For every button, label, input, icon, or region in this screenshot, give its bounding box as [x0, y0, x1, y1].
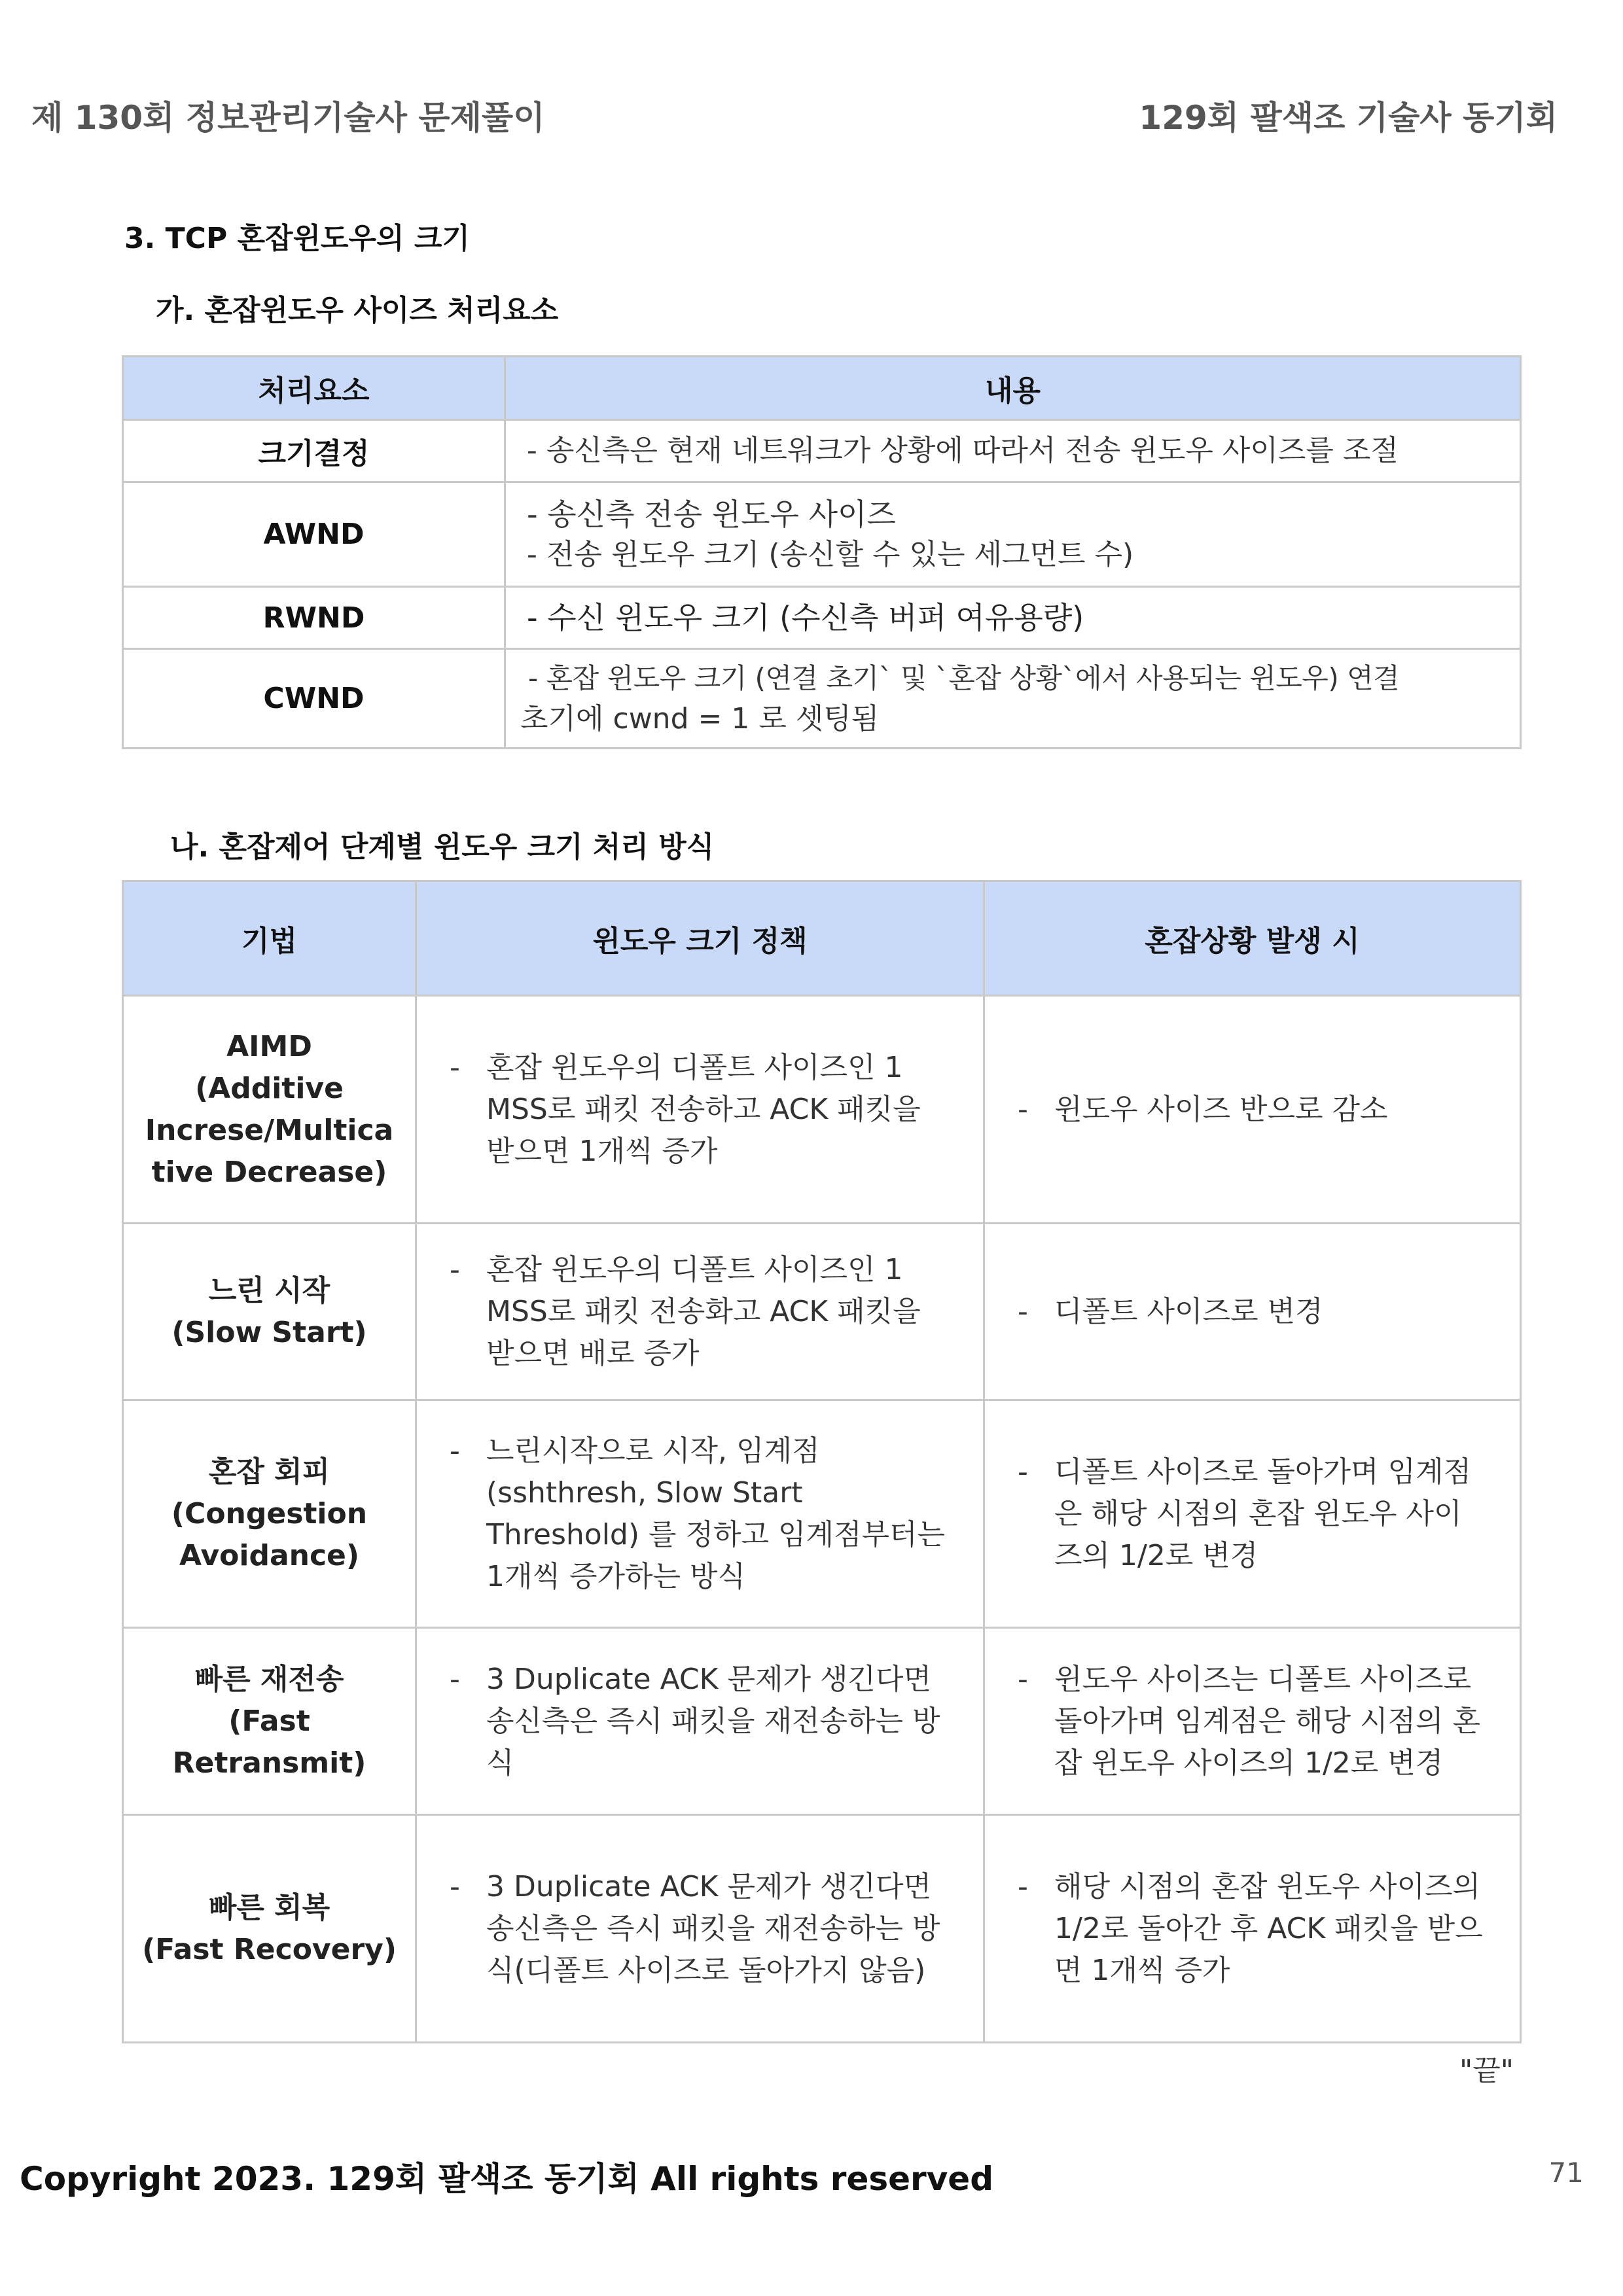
element-description [505, 420, 1521, 482]
table-row [123, 1224, 1521, 1400]
description-line: - 송신측 전송 윈도우 사이즈 [527, 496, 896, 532]
method-line: AIMD [226, 1029, 312, 1063]
table-row [123, 1400, 1521, 1628]
element-description [505, 482, 1521, 587]
window-policy: - 혼잡 윈도우의 디폴트 사이즈인 1 MSS로 패킷 전송화고 ACK 패킷을 받으면 배로 증가 [416, 1224, 984, 1400]
description-line: - 송신측은 현재 네트워크가 상황에 따라서 전송 윈도우 사이즈를 조절 [527, 434, 1399, 467]
element-name: CWND [123, 649, 505, 749]
table-row [123, 482, 1521, 587]
table-row [123, 420, 1521, 482]
policy-text: 3 Duplicate ACK 문제가 생긴다면 송신측은 즉시 패킷을 재전송하는 방식 [486, 1662, 940, 1780]
method-line: tive Decrease) [151, 1155, 387, 1189]
table-row [123, 649, 1521, 749]
congestion-text: 윈도우 사이즈는 디폴트 사이즈로 돌아가며 임계점은 해당 시점의 혼잡 윈도우 사이즈의 1/2로 변경 [1054, 1662, 1480, 1780]
method-line: (Additive [195, 1071, 344, 1105]
method-name [123, 1815, 416, 2043]
window-policy: - 느린시작으로 시작, 임계점 (sshthresh, Slow Start Threshold) 를 정하고 임계점부터는 1개씩 증가하는 방식 [416, 1400, 984, 1628]
method-line: Increse/Multica [145, 1113, 394, 1147]
window-policy: - 3 Duplicate ACK 문제가 생긴다면 송신측은 즉시 패킷을 재전송하는 방식(디폴트 사이즈로 돌아가지 않음) [416, 1815, 984, 2043]
element-name: AWND [123, 482, 505, 587]
page-number: 71 [1548, 2157, 1584, 2189]
congestion-action: - 디폴트 사이즈로 돌아가며 임계점은 해당 시점의 혼잡 윈도우 사이즈의 1/2로 변경 [984, 1400, 1521, 1628]
element-name: 크기결정 [123, 420, 505, 482]
table-row [123, 996, 1521, 1224]
subsection-b-title: 나. 혼잡제어 단계별 윈도우 크기 처리 방식 [170, 830, 715, 864]
method-line: (Congestion [171, 1496, 368, 1530]
table-header-row [123, 357, 1521, 420]
description-line: 초기에 cwnd = 1 로 셋팅됨 [520, 701, 880, 735]
congestion-text: 디폴트 사이즈로 돌아가며 임계점은 해당 시점의 혼잡 윈도우 사이즈의 1/2로 변경 [1054, 1455, 1472, 1572]
copyright-text: Copyright 2023. 129회 팔색조 동기회 All rights reserved [20, 2160, 994, 2198]
processing-elements-table [122, 355, 1522, 749]
method-line: 빠른 회복 [208, 1890, 330, 1924]
description-line: - 혼잡 윈도우 크기 (연결 초기` 및 `혼잡 상황`에서 사용되는 윈도우) 연결 [528, 662, 1400, 694]
element-name: RWND [123, 587, 505, 649]
method-line: (Fast [228, 1704, 310, 1738]
method-line: 혼잡 회피 [208, 1455, 330, 1489]
description-line: - 수신 윈도우 크기 (수신측 버퍼 여유용량) [527, 600, 1084, 635]
element-description [505, 587, 1521, 649]
section-title: 3. TCP 혼잡윈도우의 크기 [124, 222, 470, 255]
congestion-action: - 해당 시점의 혼잡 윈도우 사이즈의 1/2로 돌아간 후 ACK 패킷을 받으면 1개씩 증가 [984, 1815, 1521, 2043]
method-line: (Fast Recovery) [142, 1932, 397, 1966]
congestion-action: - 윈도우 사이즈 반으로 감소 [984, 996, 1521, 1224]
method-line: 빠른 재전송 [194, 1662, 344, 1696]
table-row [123, 1628, 1521, 1815]
method-name [123, 1224, 416, 1400]
congestion-action: - 디폴트 사이즈로 변경 [984, 1224, 1521, 1400]
element-description [505, 649, 1521, 749]
header-right-title: 129회 팔색조 기술사 동기회 [1139, 99, 1558, 137]
policy-text: 느린시작으로 시작, 임계점 (sshthresh, Slow Start Threshold) 를 정하고 임계점부터는 1개씩 증가하는 방식 [486, 1434, 946, 1593]
column-header: 혼잡상황 발생 시 [984, 881, 1521, 996]
column-header: 처리요소 [123, 357, 505, 420]
congestion-control-table [122, 880, 1522, 2043]
congestion-text: 윈도우 사이즈 반으로 감소 [1054, 1092, 1388, 1126]
column-header: 윈도우 크기 정책 [416, 881, 984, 996]
method-name [123, 1628, 416, 1815]
subsection-a-title: 가. 혼잡윈도우 사이즈 처리요소 [156, 294, 559, 327]
window-policy: - 혼잡 윈도우의 디폴트 사이즈인 1 MSS로 패킷 전송하고 ACK 패킷을 받으면 1개씩 증가 [416, 996, 984, 1224]
method-line: 느린 시작 [208, 1273, 330, 1307]
description-line: - 전송 윈도우 크기 (송신할 수 있는 세그먼트 수) [527, 537, 1134, 571]
policy-text: 혼잡 윈도우의 디폴트 사이즈인 1 MSS로 패킷 전송화고 ACK 패킷을 받으면 배로 증가 [486, 1252, 921, 1370]
method-name [123, 996, 416, 1224]
policy-text: 혼잡 윈도우의 디폴트 사이즈인 1 MSS로 패킷 전송하고 ACK 패킷을 받으면 1개씩 증가 [486, 1050, 921, 1168]
column-header: 기법 [123, 881, 416, 996]
column-header: 내용 [505, 357, 1521, 420]
table-row [123, 587, 1521, 649]
policy-text: 3 Duplicate ACK 문제가 생긴다면 송신측은 즉시 패킷을 재전송하는 방식(디폴트 사이즈로 돌아가지 않음) [486, 1869, 940, 1987]
table-header-row [123, 881, 1521, 996]
congestion-text: 디폴트 사이즈로 변경 [1054, 1294, 1323, 1328]
congestion-action: - 윈도우 사이즈는 디폴트 사이즈로 돌아가며 임계점은 해당 시점의 혼잡 윈도우 사이즈의 1/2로 변경 [984, 1628, 1521, 1815]
end-mark: "끝" [1459, 2054, 1514, 2087]
window-policy: - 3 Duplicate ACK 문제가 생긴다면 송신측은 즉시 패킷을 재전송하는 방식 [416, 1628, 984, 1815]
header-left-title: 제 130회 정보관리기술사 문제풀이 [31, 99, 545, 137]
table-row [123, 1815, 1521, 2043]
method-line: (Slow Start) [171, 1315, 367, 1349]
method-line: Avoidance) [179, 1538, 360, 1572]
method-name [123, 1400, 416, 1628]
method-line: Retransmit) [172, 1746, 366, 1780]
congestion-text: 해당 시점의 혼잡 윈도우 사이즈의 1/2로 돌아간 후 ACK 패킷을 받으면 1개씩 증가 [1054, 1869, 1483, 1987]
